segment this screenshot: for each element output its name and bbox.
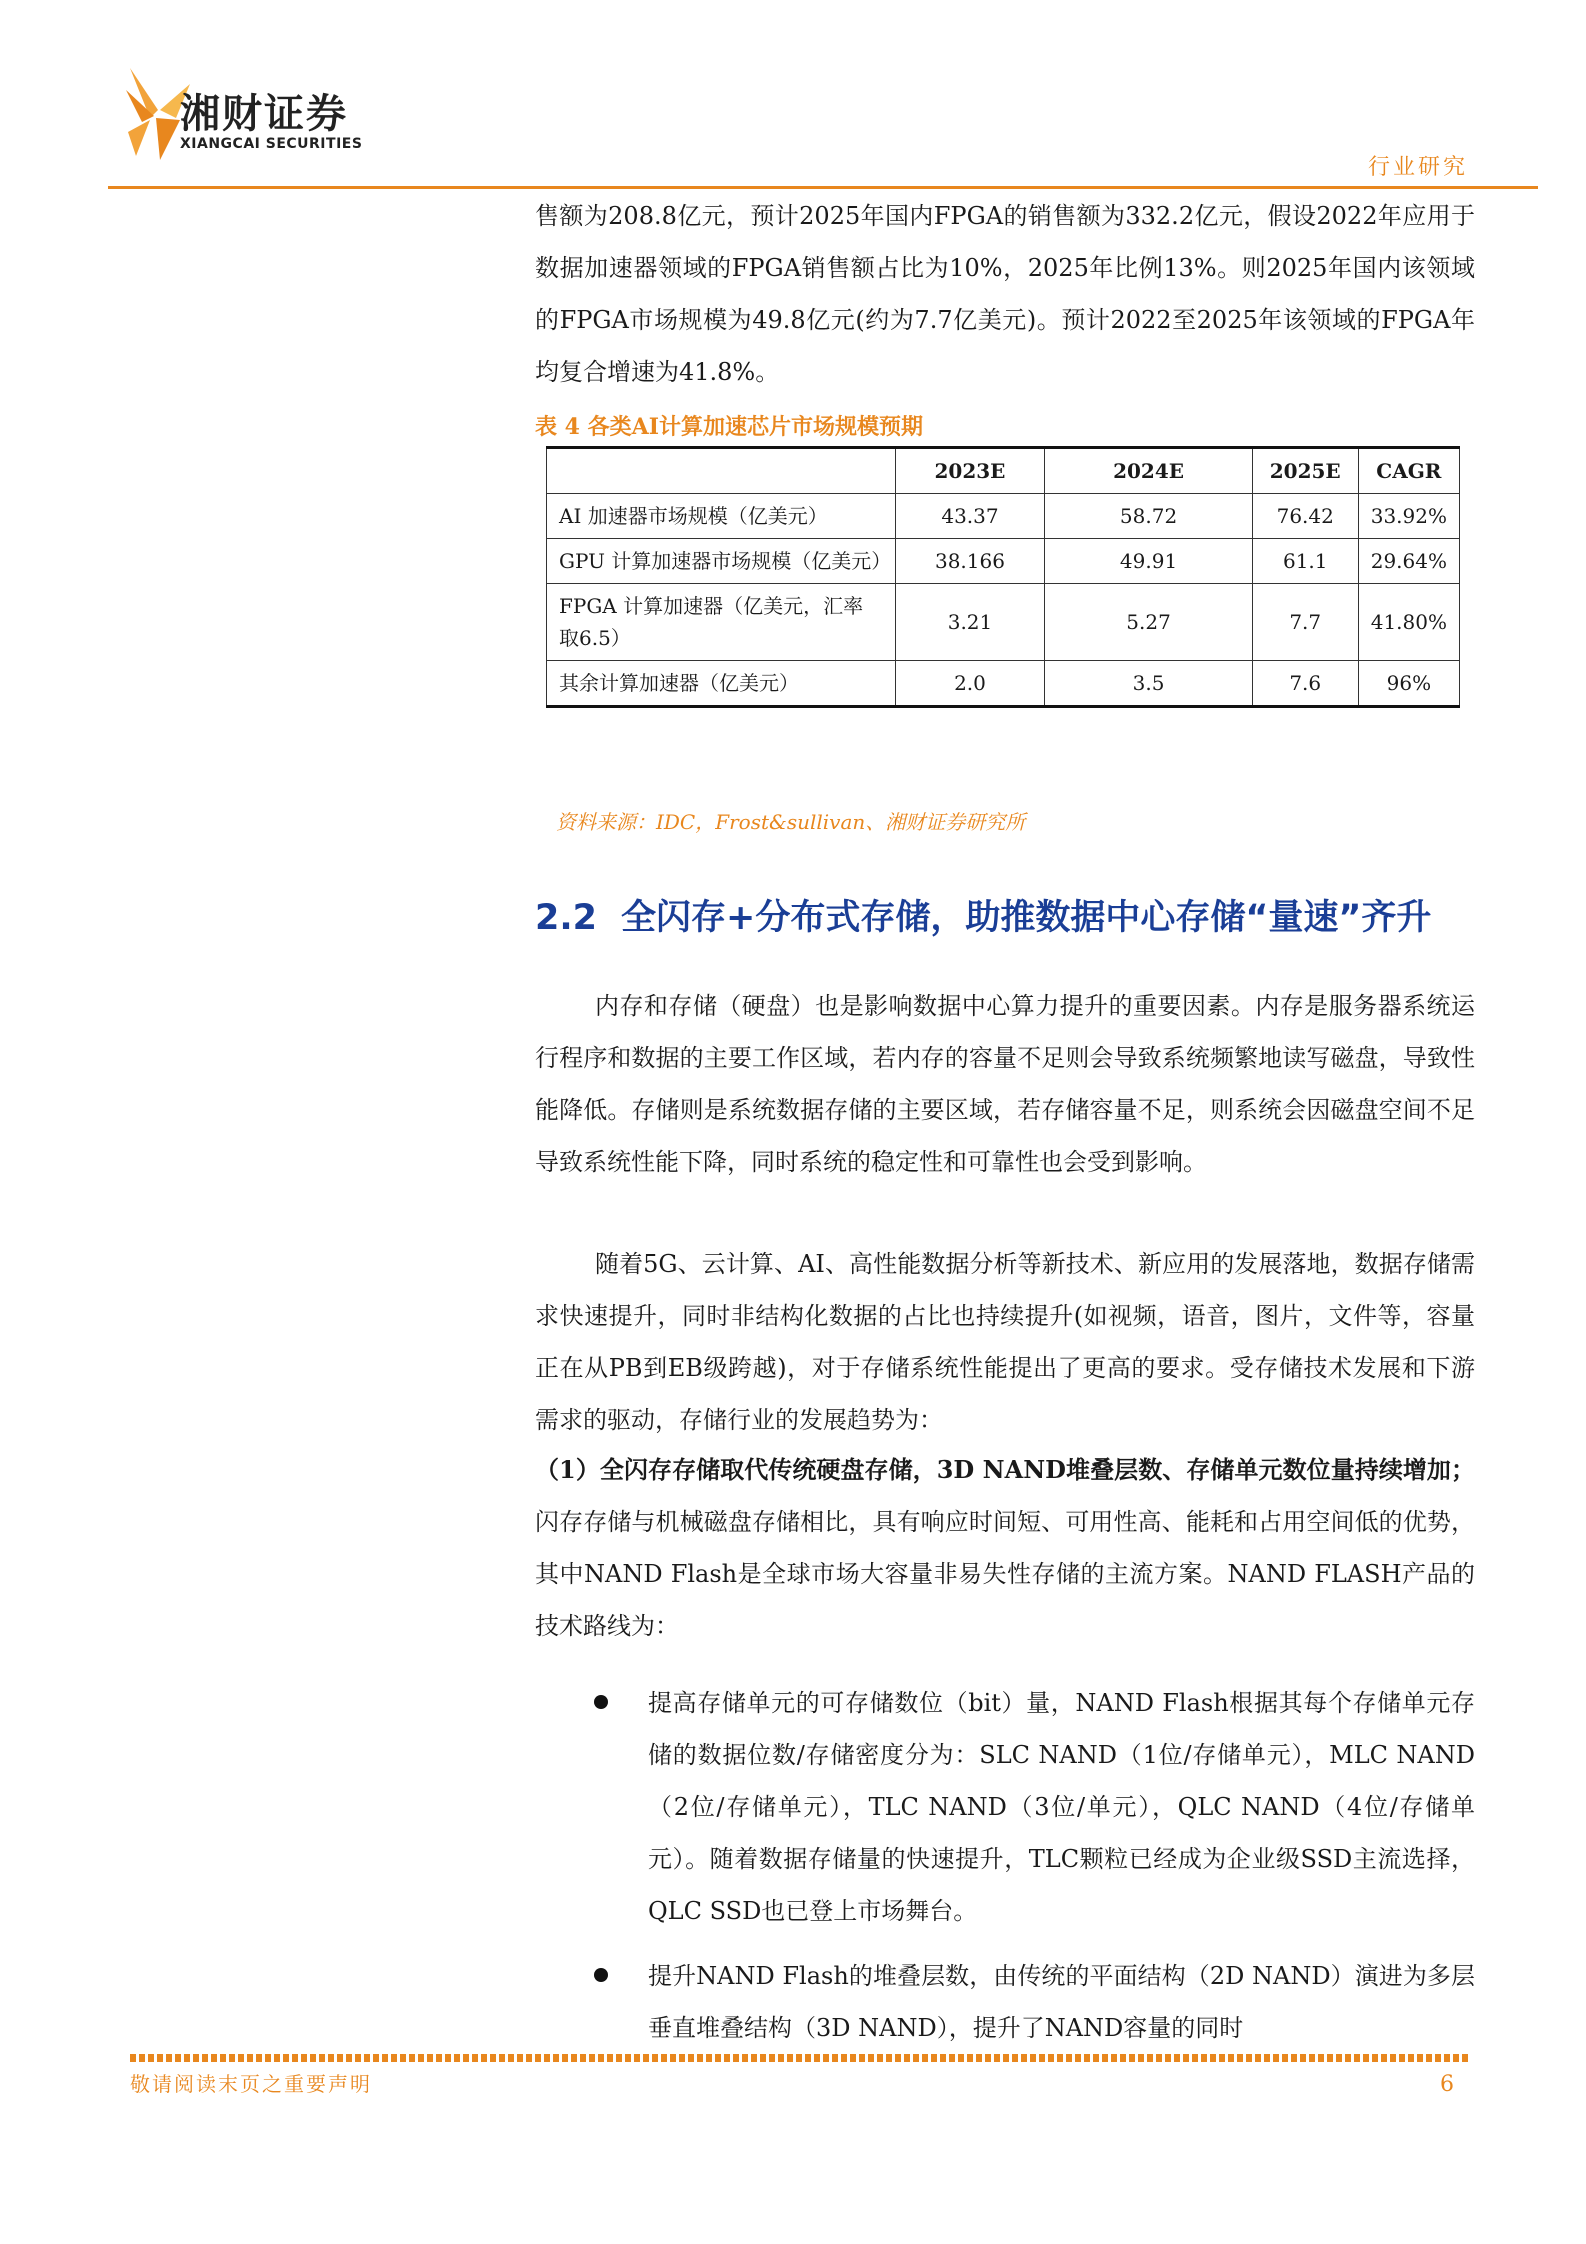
table-cell: 7.7 — [1252, 584, 1358, 661]
table-source: 资料来源：IDC，Frost&sullivan、湘财证券研究所 — [556, 810, 1026, 834]
table-cell: 58.72 — [1045, 494, 1252, 539]
table-header-cell: 2025E — [1252, 448, 1358, 494]
table-header-row — [547, 448, 1460, 494]
table-header-cell: 2024E — [1045, 448, 1252, 494]
list-item: 提升NAND Flash的堆叠层数，由传统的平面结构（2D NAND）演进为多层垂直堆叠结构（3D NAND），提升了NAND容量的同时 — [648, 1962, 1475, 2042]
table-cell: 7.6 — [1252, 661, 1358, 707]
table-header-cell: 2023E — [895, 448, 1045, 494]
report-category: 行业研究 — [1367, 155, 1468, 180]
list-item: 提高存储单元的可存储数位（bit）量，NAND Flash根据其每个存储单元存储的数据位数/存储密度分为：SLC NAND（1位/存储单元），MLC NAND（2位/存储单元），TLC NAND（3位/单元），QLC NAND（4位/存储单元）。随着数据存储量的快速提升，TLC颗粒已经成为企业级SSD主流选择，QLC SSD也已登上市场舞台。 — [648, 1689, 1475, 1925]
table-row — [547, 661, 1460, 707]
table-cell: 76.42 — [1252, 494, 1358, 539]
table-row — [547, 539, 1460, 584]
table-cell: 3.21 — [895, 584, 1045, 661]
table-header-cell: CAGR — [1358, 448, 1459, 494]
table-cell: 5.27 — [1045, 584, 1252, 661]
table-caption: 表 4 各类AI计算加速芯片市场规模预期 — [535, 414, 923, 440]
trend-text: 闪存存储与机械磁盘存储相比，具有响应时间短、可用性高、能耗和占用空间低的优势，其中NAND Flash是全球市场大容量非易失性存储的主流方案。NAND FLASH产品的技术路线为： — [535, 1508, 1475, 1640]
footer-divider — [130, 2054, 1470, 2062]
body-paragraph — [535, 1444, 1475, 1652]
table-row — [547, 494, 1460, 539]
row-label: FPGA 计算加速器（亿美元，汇率取6.5） — [547, 584, 896, 661]
header-divider — [108, 186, 1538, 189]
body-paragraph: 内存和存储（硬盘）也是影响数据中心算力提升的重要因素。内存是服务器系统运行程序和数据的主要工作区域，若内存的容量不足则会导致系统频繁地读写磁盘，导致性能降低。存储则是系统数据存储的主要区域，若存储容量不足，则系统会因磁盘空间不足导致系统性能下降，同时系统的稳定性和可靠性也会受到影响。 — [535, 992, 1475, 1176]
table-cell: 3.5 — [1045, 661, 1252, 707]
table-cell: 29.64% — [1358, 539, 1459, 584]
table-cell: 43.37 — [895, 494, 1045, 539]
trend-heading: （1）全闪存存储取代传统硬盘存储，3D NAND堆叠层数、存储单元数位量持续增加； — [535, 1455, 1475, 1484]
row-label: 其余计算加速器（亿美元） — [547, 661, 896, 707]
table-cell: 61.1 — [1252, 539, 1358, 584]
table-cell: 41.80% — [1358, 584, 1459, 661]
table-header-cell — [547, 448, 896, 494]
bullet-icon — [594, 1968, 608, 1982]
table-cell: 2.0 — [895, 661, 1045, 707]
row-label: AI 加速器市场规模（亿美元） — [547, 494, 896, 539]
row-label: GPU 计算加速器市场规模（亿美元） — [547, 539, 896, 584]
footer-disclaimer: 敬请阅读末页之重要声明 — [130, 2072, 372, 2096]
page-number: 6 — [1440, 2072, 1454, 2097]
table-cell: 96% — [1358, 661, 1459, 707]
table-row — [547, 584, 1460, 661]
table-cell: 38.166 — [895, 539, 1045, 584]
section-heading — [535, 890, 1431, 940]
intro-paragraph: 售额为208.8亿元，预计2025年国内FPGA的销售额为332.2亿元，假设2022年应用于数据加速器领域的FPGA销售额占比为10%，2025年比例13%。则2025年国内该领域的FPGA市场规模为49.8亿元(约为7.7亿美元)。预计2022至2025年该领域的FPGA年均复合增速为41.8%。 — [535, 202, 1475, 386]
section-title: 全闪存+分布式存储，助推数据中心存储“量速”齐升 — [621, 898, 1432, 938]
table-cell: 33.92% — [1358, 494, 1459, 539]
section-number: 2.2 — [535, 898, 598, 938]
body-paragraph: 随着5G、云计算、AI、高性能数据分析等新技术、新应用的发展落地，数据存储需求快速提升，同时非结构化数据的占比也持续提升(如视频，语音，图片，文件等，容量正在从PB到EB级跨越)，对于存储系统性能提出了更高的要求。受存储技术发展和下游需求的驱动，存储行业的发展趋势为： — [535, 1250, 1475, 1434]
brand-name-cn: 湘财证券 — [180, 91, 348, 137]
market-size-table — [546, 446, 1460, 708]
bullet-icon — [594, 1695, 608, 1709]
table-cell: 49.91 — [1045, 539, 1252, 584]
brand-name-en: XIANGCAI SECURITIES — [180, 136, 363, 152]
